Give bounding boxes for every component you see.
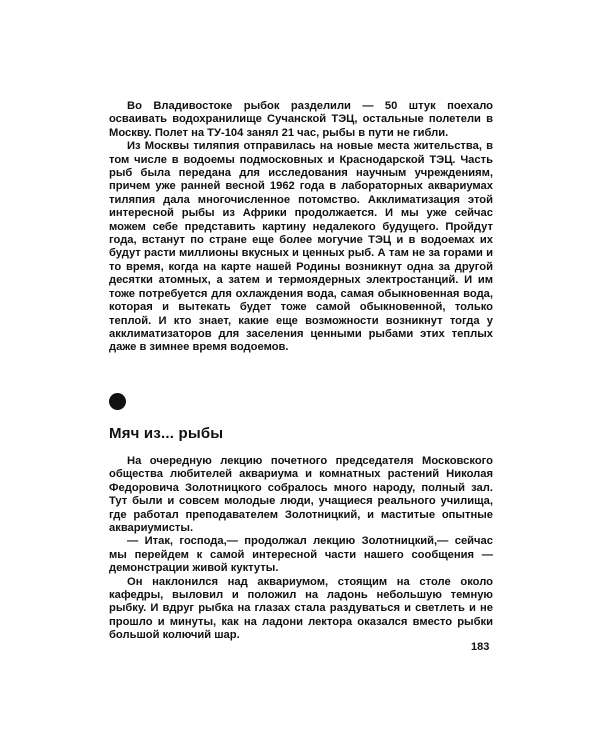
section-bullet-icon: [109, 393, 126, 410]
paragraph: Он наклонился над аквариумом, стоящим на столе около кафедры, выловил и положил на ладонь небольшую темную рыбку. И вдруг рыбка на глазах стала раздуваться и светлеть и не прошло и минуты, как на ладони лектора оказался вместо рыбки большой колючий шар.: [109, 575, 493, 642]
paragraph: Во Владивостоке рыбок разделили — 50 штук поехало осваивать водохранилище Сучанской ТЭЦ, остальные полетели в Москву. Полет на ТУ-104 занял 21 час, рыбы в пути не гибли.: [109, 100, 493, 139]
paragraph: Из Москвы тиляпия отправилась на новые места жительства, в том числе в водоемы подмосковных и Краснодарской ТЭЦ. Часть рыб была передана для исследования научным учреждениям, причем уже ранней весной 1962 года в лабораторных аквариумах тиляпия дала многочисленное потомство. Акклиматизация этой интересной рыбы из Африки продолжается. И мы уже сейчас можем себе представить картину недалекого будущего. Пройдут года, встанут по стране еще более могучие ТЭЦ и в водоемах их будут расти миллионы вкусных и ценных рыб. А там не за горами и то время, когда на карте нашей Родины возникнут одна за другой десятки атомных, а затем и термоядерных электростанций. И им тоже потребуется для охлаждения вода, самая обыкновенная вода, которая и вытекать будет тоже самой обыкновенной, только теплой. И кто знает, какие еще возможности возникнут тогда у акклиматизаторов для заселения ценными рыбами этих теплых даже в зимнее время водоемов.: [109, 140, 493, 354]
text-block-bottom: [109, 455, 493, 643]
paragraph: — Итак, господа,— продолжал лекцию Золотницкий,— сейчас мы перейдем к самой интересной части нашего сообщения — демонстрации живой куктуты.: [109, 535, 493, 575]
paragraph: На очередную лекцию почетного председателя Московского общества любителей аквариума и комнатных растений Николая Федоровича Золотницкого собралось много народу, полный зал. Тут были и совсем молодые люди, учащиеся реального училища, где работал преподавателем Золотницкий, и маститые опытные аквариумисты.: [109, 455, 493, 535]
section-heading: Мяч из... рыбы: [109, 425, 224, 442]
text-block-top: [109, 100, 493, 355]
page-number: 183: [471, 641, 490, 653]
